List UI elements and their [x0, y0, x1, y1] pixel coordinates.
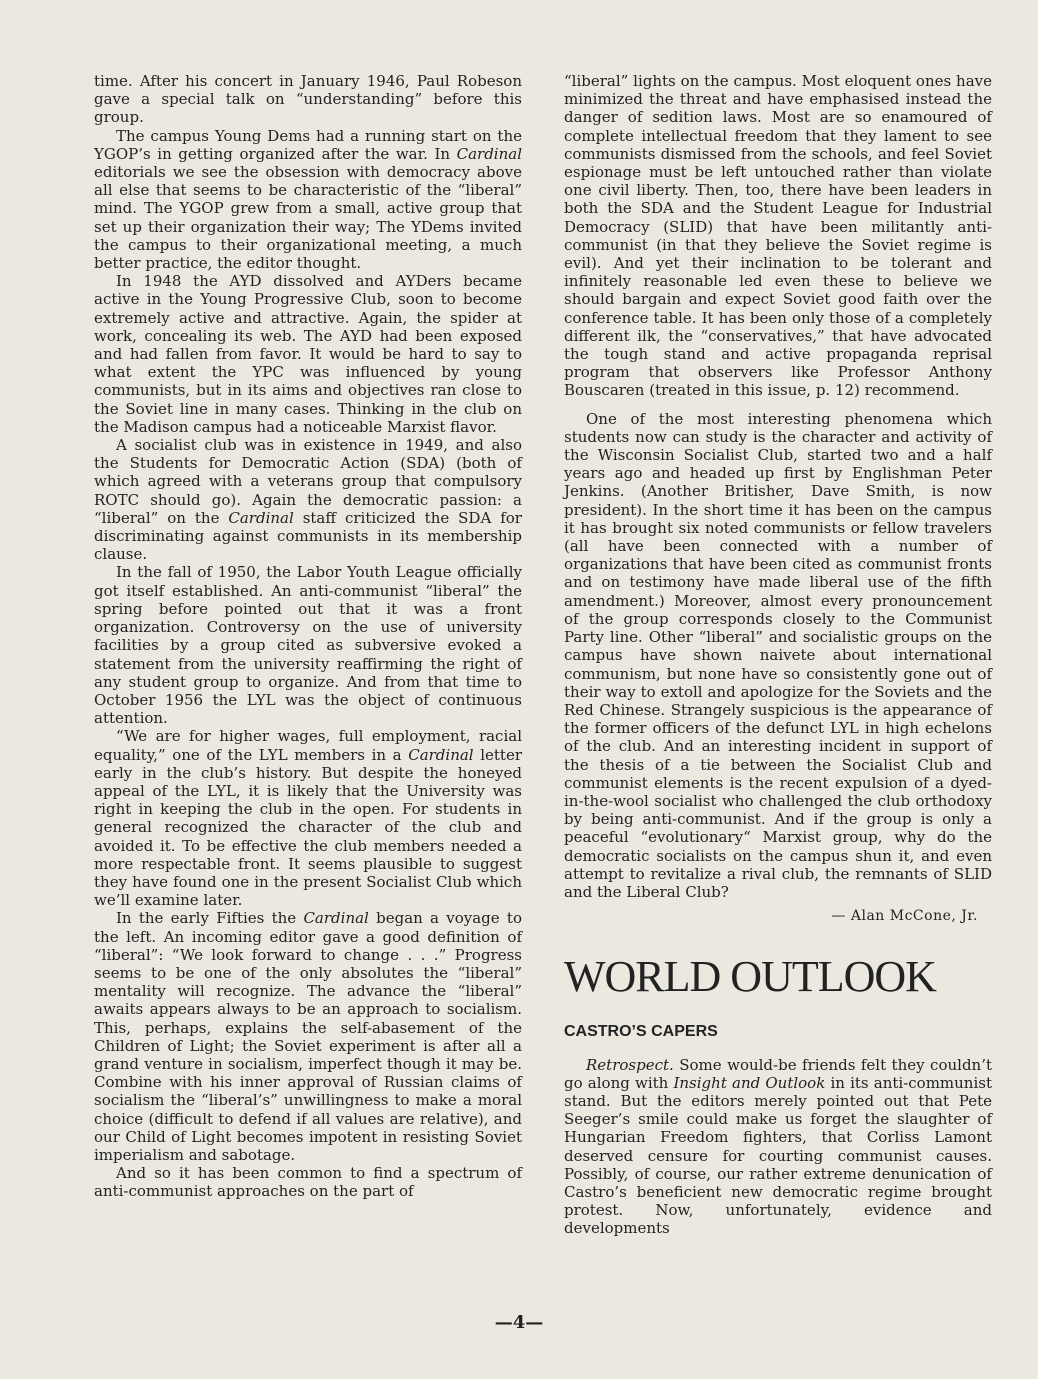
author-signature: — Alan McCone, Jr.: [831, 908, 978, 925]
paragraph: “We are for higher wages, full employment, racial equality,” one of the LYL members in a Cardinal letter early in the club’s history. But despite the honeyed appeal of the LYL, it is likely that the University was right in keeping the club in the open. For students in general recognized the character of the club and avoided it. To be effective the club members needed a more respectable front. It seems plausible to suggest they have found one in the present Socialist Club which we’ll examine later.: [94, 727, 523, 910]
paragraph: And so it has been common to find a spectrum of anti-communist approaches on the part of: [94, 1164, 522, 1201]
paragraph: In 1948 the AYD dissolved and AYDers became active in the Young Progressive Club, soon to become extremely active and attractive. Again, the spider at work, concealing its web. The AYD had been exposed and had fallen from favor. It would be hard to say to what extent the YPC was influenced by young communists, but in its aims and objectives ran close to the Soviet line in many cases. Thinking in the club on the Madison campus had a noticeable Marxist flavor.: [94, 272, 522, 436]
article-subtitle: CASTRO’S CAPERS: [564, 1023, 718, 1041]
right-column: [564, 72, 992, 1238]
paragraph: The campus Young Dems had a running start on the YGOP’s in getting organized after the war. In Cardinal editorials we see the obsession with democracy above all else that seems to be characteristic of the “liberal” mind. The YGOP grew from a small, active group that set up their organization their way; The YDems invited the campus to their organizational meeting, a much better practice, the editor thought.: [94, 126, 522, 273]
paragraph: A socialist club was in existence in 1949, and also the Students for Democratic Action (SDA) (both of which agreed with a veterans group that compulsory ROTC should go). Again the democratic passion: a “liberal” on the Cardinal staff criticized the SDA for discriminating against communists in its membership clause.: [94, 436, 522, 564]
left-column: [94, 72, 522, 1201]
section-title: WORLD OUTLOOK: [564, 952, 936, 1002]
paragraph: In the early Fifties the Cardinal began a voyage to the left. An incoming editor gave a good definition of “liberal”: “We look forward to change . . .” Progress seems to be one of the only absolutes the “liberal” mentality will recognize. The advance the “liberal” awaits appears always to be an approach to socialism. This, perhaps, explains the self-abasement of the Children of Light; the Soviet experiment is after all a grand venture in socialism, imperfect though it may be. Combine with his inner approval of Russian claims of socialism the “liberal’s” unwillingness to make a moral choice (difficult to defend if all values are relative), and our Child of Light becomes impotent in resisting Soviet imperialism and sabotage.: [94, 909, 522, 1164]
paragraph: Retrospect. Some would-be friends felt they couldn’t go along with Insight and Outlook in its anti-communist stand. But the editors merely pointed out that Pete Seeger’s smile could make us forget the slaughter of Hungarian Freedom fighters, that Corliss Lamont deserved censure for courting communist causes. Possibly, of course, our rather extreme denunication of Castro’s beneficient new democratic regime brought protest. Now, unfortunately, evidence and developments: [564, 1055, 992, 1238]
paragraph: time. After his concert in January 1946, Paul Robeson gave a special talk on “understanding” before this group.: [94, 72, 522, 127]
paragraph: “liberal” lights on the campus. Most eloquent ones have minimized the threat and have emphasised instead the danger of sedition laws. Most are so enamoured of complete intellectual freedom that they lament to see communists dismissed from the schools, and feel Soviet espionage must be left untouched rather than violate one civil liberty. Then, too, there have been leaders in both the SDA and the Student League for Industrial Democracy (SLID) that have been militantly anti-communist (in that they believe the Soviet regime is evil). And yet their inclination to be tolerant and infinitely reasonable led even these to believe we should bargain and expect Soviet good faith over the conference table. It has been only those of a completely different ilk, the “conservatives,” that have advocated the tough stand and active propaganda reprisal program that observers like Professor Anthony Bouscaren (treated in this issue, p. 12) recommend.: [564, 72, 992, 400]
paragraph: One of the most interesting phenomena which students now can study is the character and activity of the Wisconsin Socialist Club, started two and a half years ago and headed up first by Englishman Peter Jenkins. (Another Britisher, Dave Smith, is now president). In the short time it has been on the campus it has brought six noted communists or fellow travelers (all have been connected with a number of organizations that have been cited as communist fronts and on testimony have made liberal use of the fifth amendment.) Moreover, almost every pronouncement of the group corresponds closely to the Communist Party line. Other “liberal” and socialistic groups on the campus have shown naivete about international communism, but none have so consistently gone out of their way to extoll and apologize for the Soviets and the Red Chinese. Strangely suspicious is the appearance of the former officers of the defunct LYL in high echelons of the club. And an interesting incident in support of the thesis of a tie between the Socialist Club and communist elements is the recent expulsion of a dyed-in-the-wool socialist who challenged the club orthodoxy by being anti-communist. And if the group is only a peaceful “evolutionary“ Marxist group, why do the democratic socialists on the campus shun it, and even attempt to revitalize a rival club, the remnants of SLID and the Liberal Club?: [564, 409, 992, 901]
page-number: —4—: [494, 1312, 544, 1333]
paragraph: In the fall of 1950, the Labor Youth League officially got itself established. An anti-communist “liberal” the spring before pointed out that it was a front organization. Controversy on the use of university facilities by a group cited as subversive evoked a statement from the university reaffirming the right of any student group to organize. And from that time to October 1956 the LYL was the object of continuous attention.: [94, 563, 522, 728]
